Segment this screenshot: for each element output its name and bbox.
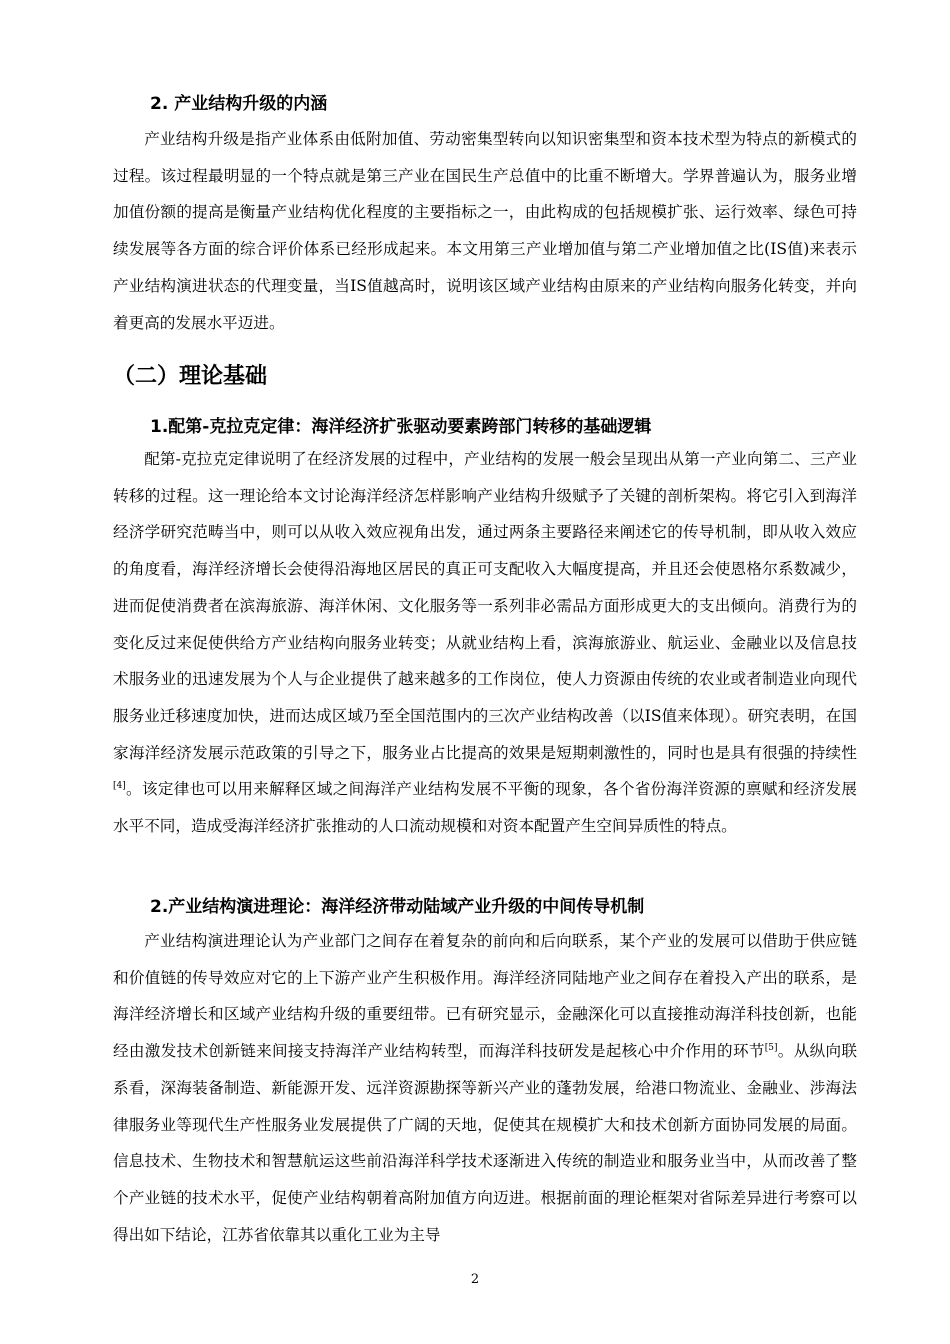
section-heading-theoretical-basis: （二）理论基础 — [113, 364, 268, 389]
paragraph-text: 配第-克拉克定律说明了在经济发展的过程中，产业结构的发展一般会呈现出从第一产业向第二、三产业转移的过程。这一理论给本文讨论海洋经济怎样影响产业结构升级赋予了关键的剖析架构。将它引入到海洋经济学研究范畴当中，则可以从收入效应视角出发，通过两条主要路径来阐述它的传导机制，即从收入效应的角度看，海洋经济增长会使得沿海地区居民的真正可支配收入大幅度提高，并且还会使恩格尔系数减少，进而促使消费者在滨海旅游、海洋休闲、文化服务等一系列非必需品方面形成更大的支出倾向。消费行为的变化反过来促使供给方产业结构向服务业转变；从就业结构上看，滨海旅游业、航运业、金融业以及信息技术服务业的迅速发展为个人与企业提供了越来越多的工作岗位，使人力资源由传统的农业或者制造业向现代服务业迁移速度加快，进而达成区域乃至全国范围内的三次产业结构改善（以IS值来体现）。研究表明，在国家海洋经济发展示范政策的引导之下，服务业占比提高的效果是短期刺激性的，同时也是具有很强的持续性 — [113, 450, 857, 762]
paragraph-industrial-upgrade-connotation: 产业结构升级是指产业体系由低附加值、劳动密集型转向以知识密集型和资本技术型为特点的新模式的过程。该过程最明显的一个特点就是第三产业在国民生产总值中的比重不断增大。学界普遍认为，服务业增加值份额的提高是衡量产业结构优化程度的主要指标之一，由此构成的包括规模扩张、运行效率、绿色可持续发展等各方面的综合评价体系已经形成起来。本文用第三产业增加值与第二产业增加值之比(IS值)来表示产业结构演进状态的代理变量，当IS值越高时，说明该区域产业结构由原来的产业结构向服务化转变，并向着更高的发展水平迈进。 — [113, 130, 857, 332]
citation-ref: [4] — [113, 781, 126, 792]
paragraph-petty-clark-law — [113, 441, 857, 845]
section-heading-industrial-evolution-theory: 2.产业结构演进理论：海洋经济带动陆域产业升级的中间传导机制 — [150, 897, 645, 917]
paragraph-text: 产业结构演进理论认为产业部门之间存在着复杂的前向和后向联系，某个产业的发展可以借助于供应链和价值链的传导效应对它的上下游产业产生积极作用。海洋经济同陆地产业之间存在着投入产出的联系，是海洋经济增长和区域产业结构升级的重要纽带。已有研究显示，金融深化可以直接推动海洋科技创新，也能经由激发技术创新链来间接支持海洋产业结构转型，而海洋科技研发是起核心中介作用的环节 — [113, 932, 857, 1061]
section-heading-industrial-upgrade-connotation: 2. 产业结构升级的内涵 — [150, 94, 328, 114]
paragraph-industrial-evolution-theory — [113, 923, 857, 1253]
paragraph-text: 。从纵向联系看，深海装备制造、新能源开发、远洋资源勘探等新兴产业的蓬勃发展，给港口物流业、金融业、涉海法律服务业等现代生产性服务业发展提供了广阔的天地，促使其在规模扩大和技术创新方面协同发展的局面。信息技术、生物技术和智慧航运这些前沿海洋科学技术逐渐进入传统的制造业和服务业当中，从而改善了整个产业链的技术水平，促使产业结构朝着高附加值方向迈进。根据前面的理论框架对省际差异进行考察可以得出如下结论，江苏省依靠其以重化工业为主导 — [113, 1042, 857, 1244]
citation-ref: [5] — [764, 1042, 778, 1053]
paragraph-text: 。该定律也可以用来解释区域之间海洋产业结构发展不平衡的现象，各个省份海洋资源的禀赋和经济发展水平不同，造成受海洋经济扩张推动的人口流动规模和对资本配置产生空间异质性的特点。 — [113, 780, 857, 836]
page-number: 2 — [470, 1272, 480, 1287]
section-heading-petty-clark-law: 1.配第-克拉克定律：海洋经济扩张驱动要素跨部门转移的基础逻辑 — [150, 417, 652, 437]
